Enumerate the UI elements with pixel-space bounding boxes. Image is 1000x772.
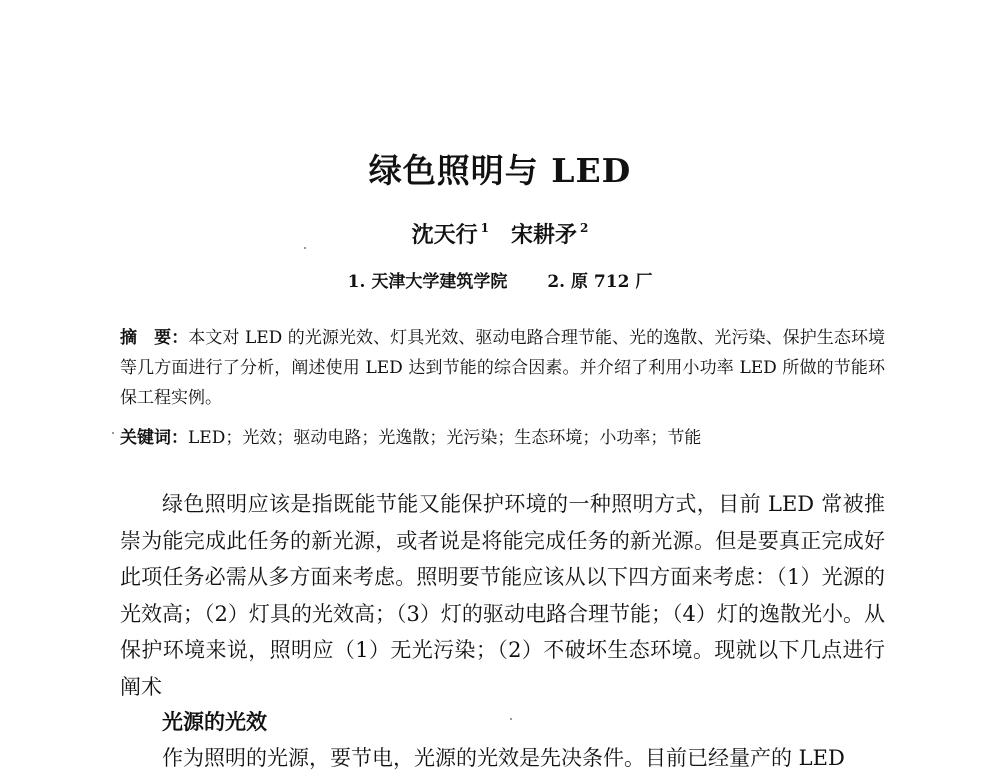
keywords-text: LED；光效；驱动电路；光逸散；光污染；生态环境；小功率；节能 [188,428,702,448]
affiliation-line [0,267,1000,292]
keywords-label: 关键词： [120,428,188,448]
scan-speck [304,247,306,249]
affiliation: 2. 原 712 厂 [547,272,653,292]
affiliation: 1. 天津大学建筑学院 [347,272,508,292]
abstract [120,323,885,413]
author-name: 沈天行 [411,222,478,248]
section-heading: 光源的光效 [162,709,267,734]
keywords [120,423,885,453]
author-affiliation-mark: 1 [480,221,489,235]
section-body-text: 作为照明的光源，要节电，光源的光效是先决条件。目前已经量产的 LED [162,746,845,770]
author-affiliation-mark: 2 [580,221,589,235]
paper-title: 绿色照明与 LED [368,151,632,190]
body-paragraph: 绿色照明应该是指既能节能又能保护环境的一种照明方式，目前 LED 常被推崇为能完成此任务的新光源，或者说是将能完成任务的新光源。但是要真正完成好此项任务必需从多方面来考虑。照明要节能应该从以下四方面来考虑：（1）光源的光效高；（2）灯具的光效高；（3）灯的驱动电路合理节能；（4）灯的逸散光小。从保护环境来说，照明应（1）无光污染；（2）不破坏生态环境。现就以下几点进行阐术 [120,492,885,699]
scan-speck [112,432,114,434]
abstract-label: 摘 要： [120,328,189,348]
author-line [0,218,1000,249]
abstract-text: 本文对 LED 的光源光效、灯具光效、驱动电路合理节能、光的逸散、光污染、保护生态环境等几方面进行了分析，阐述使用 LED 达到节能的综合因素。并介绍了利用小功率 LED 所做的节能环保工程实例。 [120,328,886,408]
scan-speck [510,718,512,720]
author-name: 宋耕矛 [511,222,578,248]
